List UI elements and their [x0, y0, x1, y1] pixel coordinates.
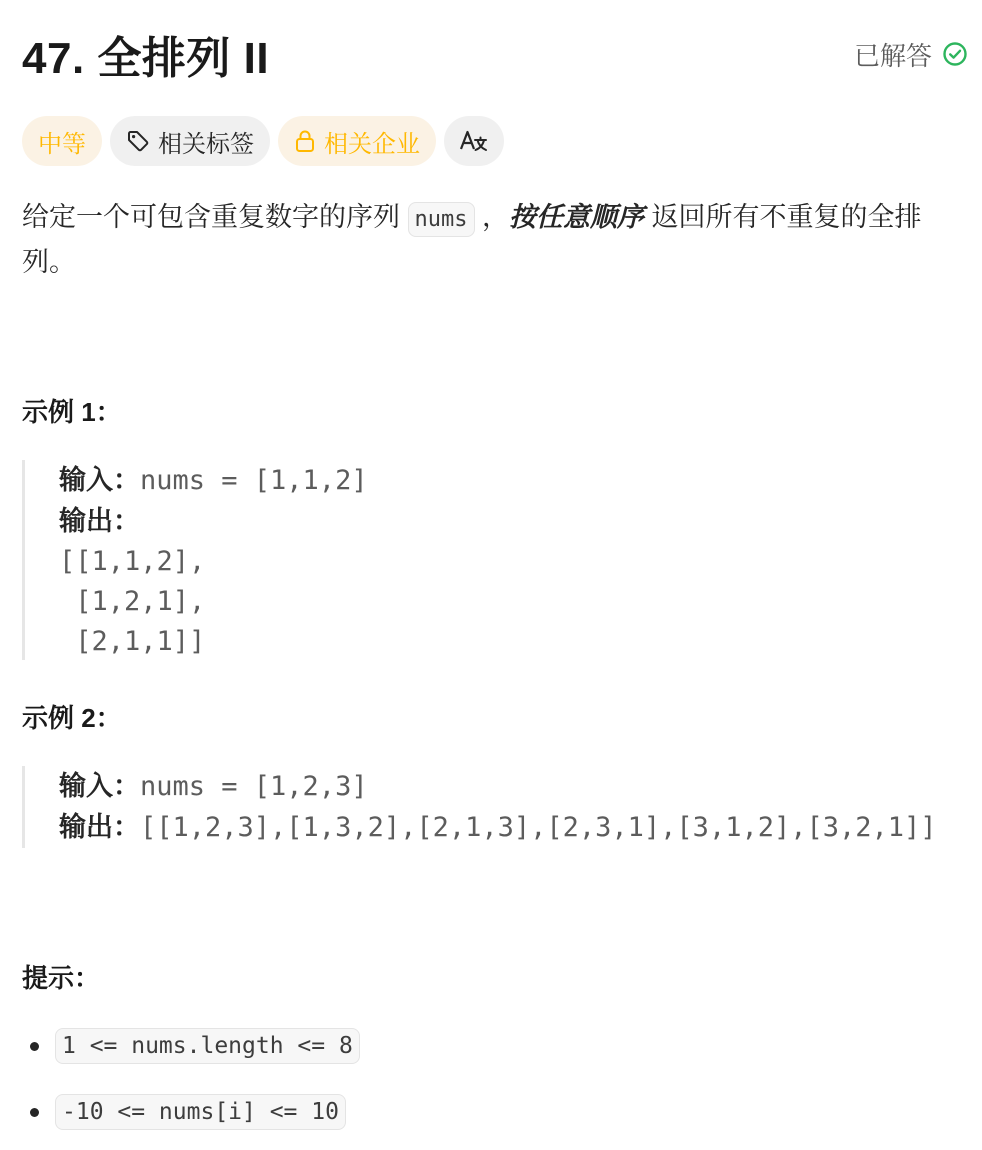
- translate-icon: [459, 128, 489, 154]
- title-row: [22, 24, 968, 84]
- companies-tag-button[interactable]: [278, 116, 436, 166]
- solved-label: 已解答: [853, 40, 932, 71]
- check-circle-icon: [942, 41, 968, 67]
- example-1-output-label: 输出：: [59, 506, 140, 536]
- translate-button[interactable]: [444, 116, 504, 166]
- example-2-output-value: [[1,2,3],[1,3,2],[2,1,3],[2,3,1],[3,1,2],[3,2,1]]: [140, 812, 937, 843]
- example-2-heading: 示例 2：: [22, 703, 122, 733]
- constraint-code: 1 <= nums.length <= 8: [55, 1028, 360, 1064]
- description-text-2: ，: [474, 202, 510, 232]
- example-1-heading: 示例 1：: [22, 397, 122, 427]
- example-1-output-line-2: [1,2,1],: [59, 586, 206, 617]
- description-text-3: 返回所有不重复的全排列。: [22, 202, 922, 277]
- example-1-output-line-3: [2,1,1]]: [59, 626, 206, 657]
- topics-tag-button[interactable]: [110, 116, 270, 166]
- example-2-output-label: 输出：: [59, 812, 140, 842]
- difficulty-label: 中等: [38, 130, 86, 158]
- problem-title[interactable]: 47. 全排列 II: [22, 34, 270, 83]
- solved-status: [854, 36, 968, 73]
- constraints-heading: 提示：: [22, 963, 101, 993]
- constraint-item: [22, 1028, 360, 1064]
- bullet-icon: [30, 1108, 39, 1117]
- description-emphasis: 按任意顺序: [509, 202, 645, 232]
- companies-tag-label: 相关企业: [324, 130, 420, 158]
- example-1-input-value: nums = [1,1,2]: [140, 465, 368, 496]
- lock-icon: [294, 129, 316, 153]
- example-1-output-line-1: [[1,1,2],: [59, 546, 206, 577]
- example-2-input-label: 输入：: [59, 771, 140, 801]
- tag-icon: [126, 129, 150, 153]
- constraint-item: [22, 1094, 346, 1130]
- constraint-code: -10 <= nums[i] <= 10: [55, 1094, 346, 1130]
- topics-tag-label: 相关标签: [158, 130, 254, 158]
- difficulty-badge: [22, 116, 102, 166]
- example-1-block: [22, 460, 968, 660]
- problem-description: [22, 196, 962, 283]
- example-2-block: [22, 766, 968, 848]
- tag-row: [22, 116, 504, 166]
- example-2-input-value: nums = [1,2,3]: [140, 771, 368, 802]
- bullet-icon: [30, 1042, 39, 1051]
- nums-code: nums: [408, 202, 475, 237]
- example-1-input-label: 输入：: [59, 465, 140, 495]
- description-text-1: 给定一个可包含重复数字的序列: [22, 202, 408, 232]
